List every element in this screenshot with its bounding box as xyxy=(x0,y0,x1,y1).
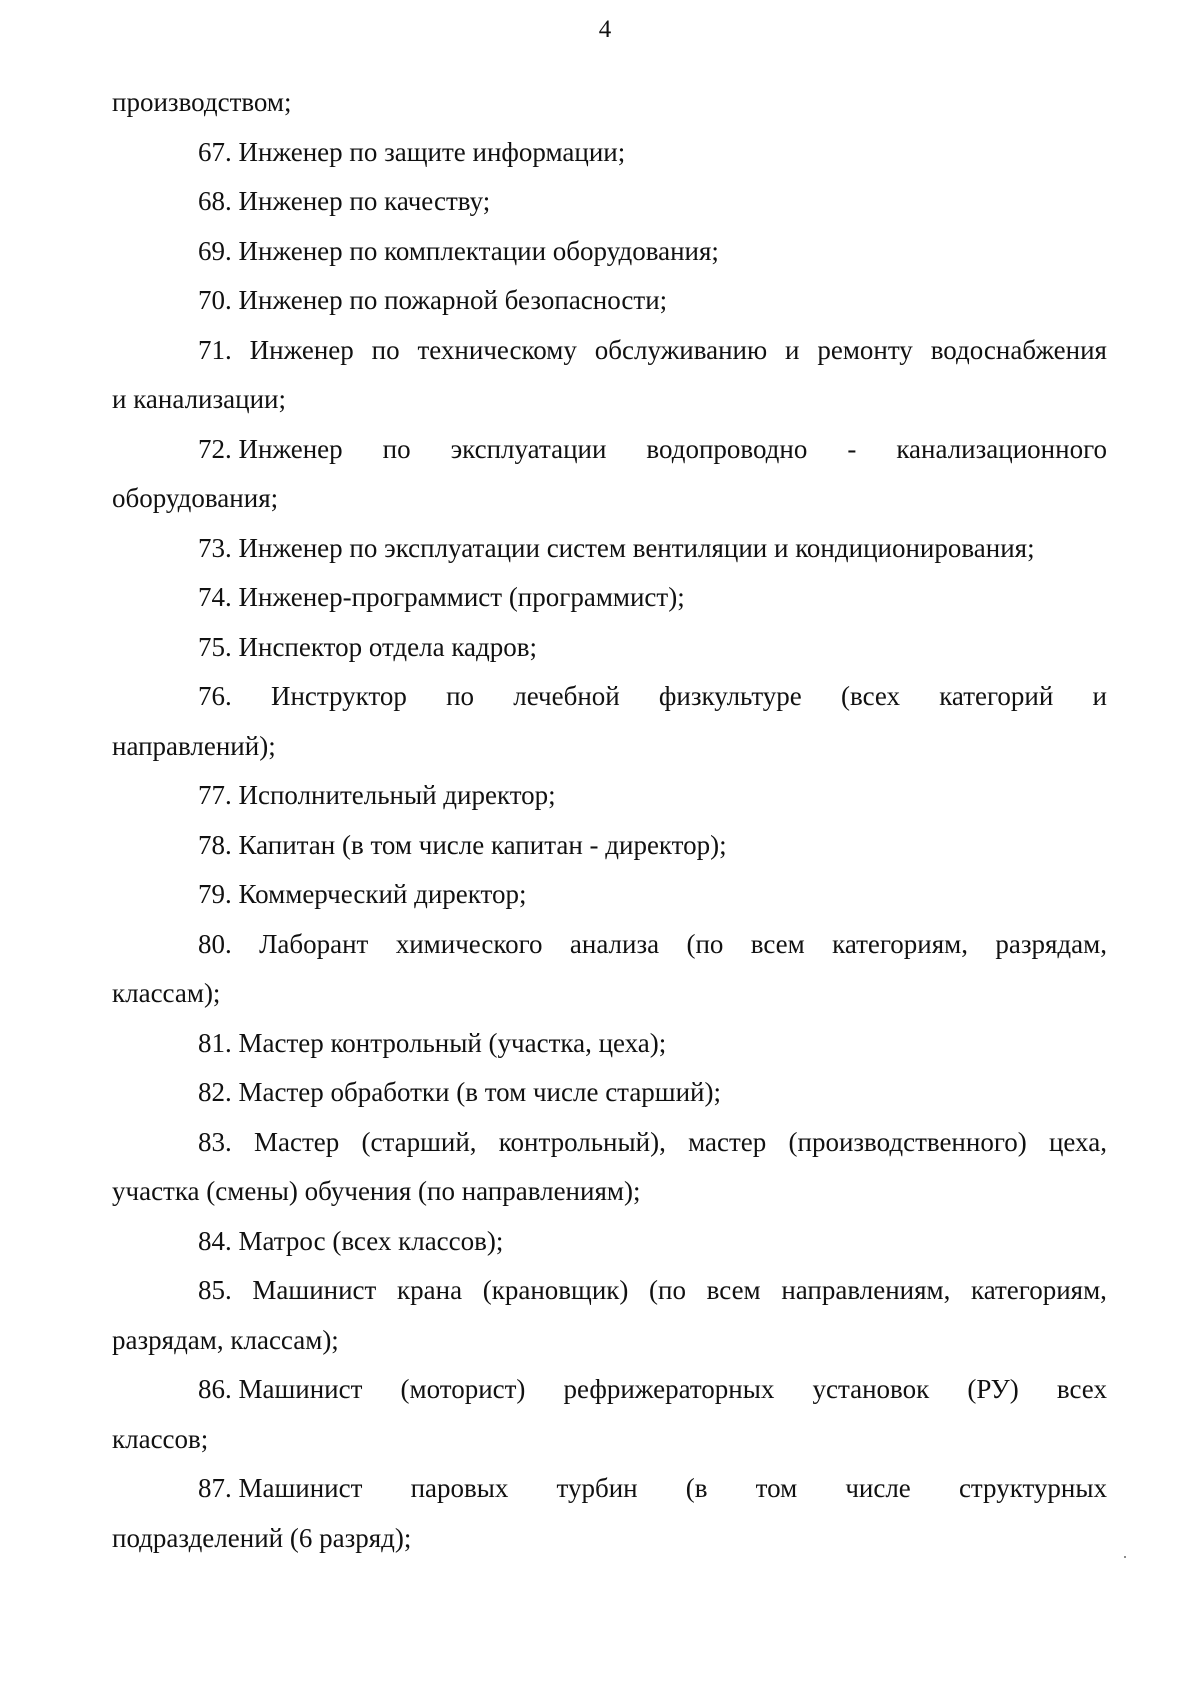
list-item-69: 69. Инженер по комплектации оборудования; xyxy=(198,235,719,266)
list-item-72-line-2: оборудования; xyxy=(112,483,279,513)
word: 85. xyxy=(198,1275,232,1305)
word: установок xyxy=(812,1374,930,1404)
word: контрольный), xyxy=(498,1126,666,1157)
list-item-84: 84. Матрос (всех классов); xyxy=(198,1225,504,1256)
list-item-87-line-2: подразделений (6 разряд); xyxy=(112,1522,412,1553)
word: (по xyxy=(649,1275,686,1305)
list-item-83-line-1 xyxy=(112,1124,1107,1174)
word: 76. xyxy=(198,681,232,711)
document-body xyxy=(112,84,1107,1569)
word: и xyxy=(785,334,800,365)
word: паровых xyxy=(410,1473,509,1503)
word: категорий xyxy=(939,681,1054,711)
word: лечебной xyxy=(513,681,620,711)
word: разрядам, xyxy=(995,928,1107,959)
word: эксплуатации xyxy=(450,433,607,464)
word: (по xyxy=(686,928,724,959)
list-item-79: 79. Коммерческий директор; xyxy=(198,879,527,909)
word: (моторист) xyxy=(400,1374,526,1404)
word: (РУ) xyxy=(967,1374,1019,1404)
word: цеха, xyxy=(1048,1126,1107,1157)
word: по xyxy=(446,681,475,711)
list-item-86-line-1 xyxy=(112,1371,1107,1421)
word: том xyxy=(755,1473,798,1503)
list-item-76-line-1 xyxy=(112,678,1107,728)
page-number: 4 xyxy=(598,16,612,43)
word: всем xyxy=(750,928,805,959)
word: химического xyxy=(395,928,543,959)
list-item-86-line-2: классов; xyxy=(112,1423,209,1454)
scan-speck xyxy=(1124,1556,1126,1558)
word: 83. xyxy=(198,1126,232,1157)
list-item-68: 68. Инженер по качеству; xyxy=(198,186,491,216)
word: (всех xyxy=(840,681,901,711)
word: рефрижераторных xyxy=(563,1374,775,1404)
list-item-67: 67. Инженер по защите информации; xyxy=(198,136,626,167)
word: категориям, xyxy=(832,928,968,959)
word: водоснабжения xyxy=(930,334,1107,365)
list-item-80-line-1 xyxy=(112,926,1107,976)
list-item-75: 75. Инспектор отдела кадров; xyxy=(198,631,538,662)
word: обслуживанию xyxy=(594,334,768,365)
list-item-70: 70. Инженер по пожарной безопасности; xyxy=(198,285,668,315)
word: Инструктор xyxy=(270,681,407,711)
list-item-77: 77. Исполнительный директор; xyxy=(198,780,556,810)
word: Мастер xyxy=(254,1126,340,1157)
list-item-71-line-2: и канализации; xyxy=(112,384,286,414)
word: (производственного) xyxy=(788,1126,1027,1157)
word: канализационного xyxy=(896,433,1107,464)
word: по xyxy=(382,433,411,464)
list-item-81: 81. Мастер контрольный (участка, цеха); xyxy=(198,1027,667,1058)
word: 71. xyxy=(198,334,232,365)
list-item-85-line-2: разрядам, классам); xyxy=(112,1324,339,1355)
word: (старший, xyxy=(361,1126,477,1157)
word: турбин xyxy=(556,1473,638,1503)
word: - xyxy=(847,433,857,464)
word: крана xyxy=(397,1275,463,1305)
word: 80. xyxy=(198,928,232,959)
word: всем xyxy=(706,1275,761,1305)
word: 86. Машинист xyxy=(198,1374,363,1404)
word: 87. Машинист xyxy=(198,1473,363,1503)
list-item-71-line-1 xyxy=(112,332,1107,382)
list-item-87-line-1 xyxy=(112,1470,1107,1520)
word: физкультуре xyxy=(658,681,802,711)
word: категориям, xyxy=(971,1275,1107,1305)
word: (в xyxy=(685,1473,708,1503)
word: анализа xyxy=(569,928,660,959)
word: структурных xyxy=(958,1473,1107,1503)
list-item-78: 78. Капитан (в том числе капитан - директор); xyxy=(198,829,727,860)
word: водопроводно xyxy=(646,433,808,464)
list-item-82: 82. Мастер обработки (в том числе старший); xyxy=(198,1077,721,1107)
word: Инженер xyxy=(249,334,354,365)
word: (крановщик) xyxy=(482,1275,629,1305)
list-item-76-line-2: направлений); xyxy=(112,730,276,761)
word: техническому xyxy=(417,334,577,365)
word: Машинист xyxy=(252,1275,377,1305)
list-item-74: 74. Инженер-программист (программист); xyxy=(198,582,685,612)
word: ремонту xyxy=(817,334,913,365)
list-item-72-line-1 xyxy=(112,431,1107,481)
word: и xyxy=(1092,681,1107,711)
list-item-83-line-2: участка (смены) обучения (по направлениям); xyxy=(112,1176,641,1206)
word: Лаборант xyxy=(259,928,369,959)
word: мастер xyxy=(688,1126,767,1157)
word: всех xyxy=(1056,1374,1107,1404)
word: числе xyxy=(845,1473,911,1503)
list-item-73: 73. Инженер по эксплуатации систем вентиляции и кондиционирования; xyxy=(198,532,1035,563)
text-line: производством; xyxy=(112,87,292,117)
word: по xyxy=(371,334,400,365)
list-item-85-line-1 xyxy=(112,1272,1107,1322)
word: 72. Инженер xyxy=(198,433,343,464)
word: направлениям, xyxy=(781,1275,951,1305)
list-item-80-line-2: классам); xyxy=(112,978,221,1008)
